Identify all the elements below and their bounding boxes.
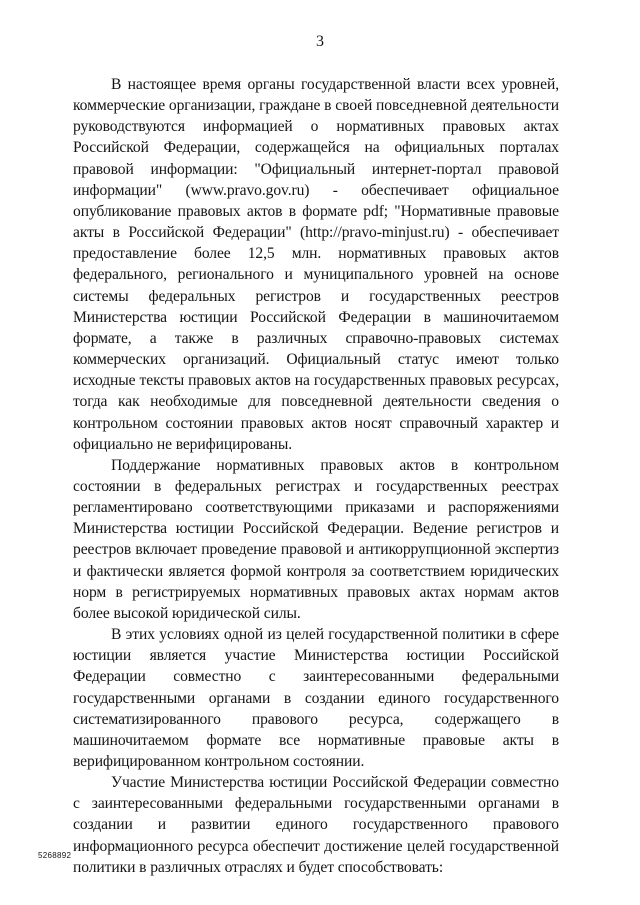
paragraph-participation: Участие Министерства юстиции Российской Федерации совместно с заинтересованными федеральными государственными органами в создании и развитии единого государственного правового информационного ресурса обеспечит достижение целей государственной политики в различных отраслях и будет способствовать: <box>73 774 559 876</box>
paragraph-registers-maintenance: Поддержание нормативных правовых актов в контрольном состоянии в федеральных регистрах и государственных реестрах регламентировано соответствующими приказами и распоряжениями Министерства юстиции Российской Федерации. Ведение регистров и реестров включает проведение правовой и антикоррупционной экспертиз и фактически является формой контроля за соответствием юридических норм в регистрируемых нормативных правовых актах нормам актов более высокой юридической силы. <box>73 456 559 622</box>
paragraph-legal-portals: В настоящее время органы государственной власти всех уровней, коммерческие организации, граждане в своей повседневной деятельности руководствуются информацией о нормативных правовых актах Российской Федерации, содержащейся на официальных порталах правовой информации: "Официальный интернет-портал правовой информации" (www.pravo.gov.ru) - обеспечивает официальное опубликование правовых актов в формате pdf; "Нормативные правовые акты в Российской Федерации" (http://pravo-minjust.ru) - обеспечивает предоставление более 12,5 млн. нормативных правовых актов федерального, регионального и муниципального уровней на основе системы федеральных регистров и государственных реестров Министерства юстиции Российской Федерации в машиночитаемом формате, а также в различных справочно-правовых системах коммерческих организаций. Официальный статус имеют только исходные тексты правовых актов на государственных правовых ресурсах, тогда как необходимые для повседневной деятельности сведения о контрольном состоянии правовых актов носят справочный характер и официально не верифицированы. <box>73 76 559 453</box>
document-body <box>73 74 559 878</box>
document-code: 5268892 <box>38 851 72 860</box>
paragraph-policy-goal: В этих условиях одной из целей государственной политики в сфере юстиции является участие Министерства юстиции Российской Федерации совместно с заинтересованными федеральными государственными органами в создании единого государственного систематизированного правового ресурса, содержащего в машиночитаемом формате все нормативные правовые акты в верифицированном контрольном состоянии. <box>73 626 559 770</box>
page-number: 3 <box>316 33 324 50</box>
